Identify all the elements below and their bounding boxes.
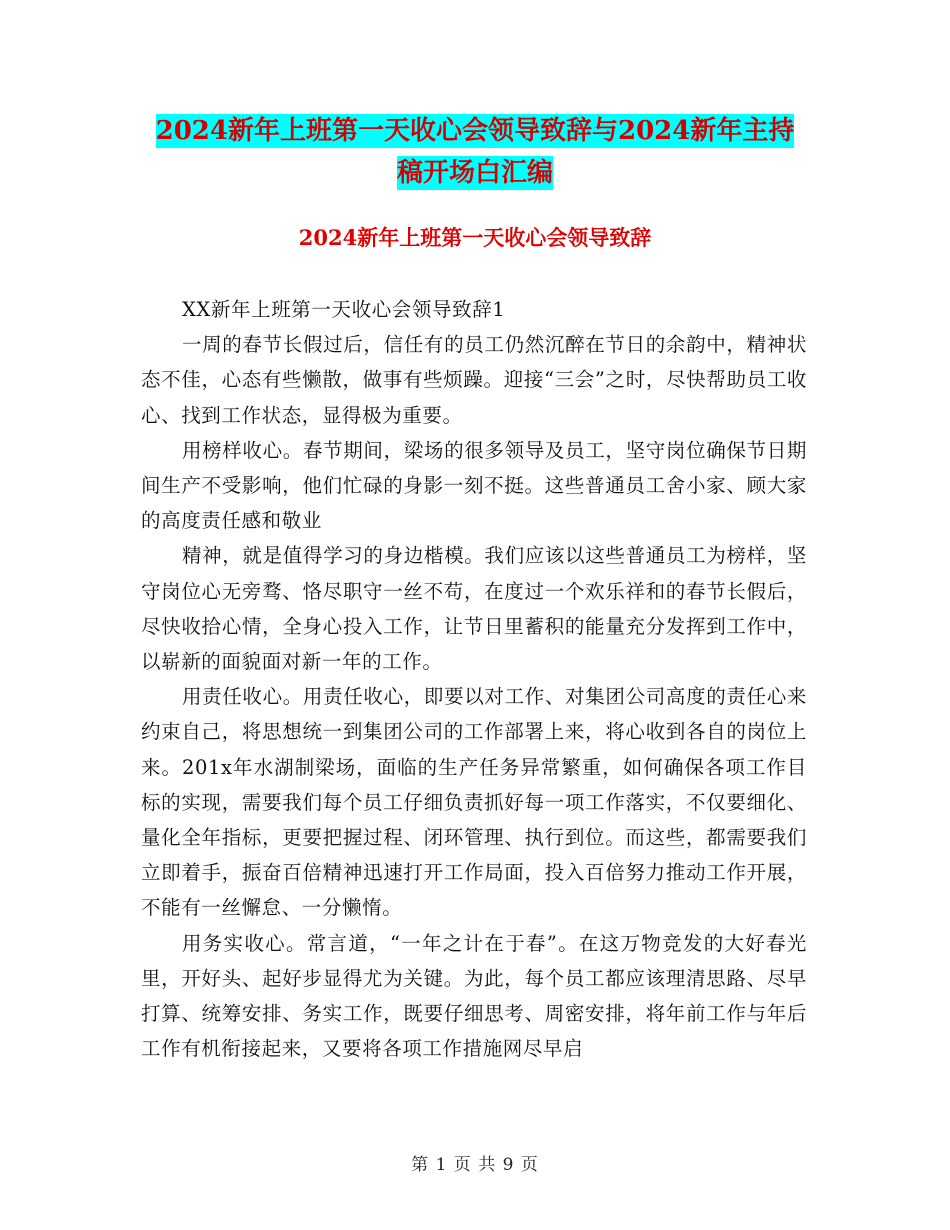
page-footer: 第 1 页 共 9 页 — [411, 1155, 539, 1175]
paragraph: 用榜样收心。春节期间，梁场的很多领导及员工，坚守岗位确保节日期间生产不受影响，他们忙碌的身影一刻不挺。这些普通员工舍小家、顾大家的高度责任感和敬业 — [141, 438, 807, 533]
paragraph: 一周的春节长假过后，信任有的员工仍然沉醉在节日的余韵中，精神状态不佳，心态有些懒散，做事有些烦躁。迎接“三会”之时，尽快帮助员工收心、找到工作状态，显得极为重要。 — [141, 333, 807, 427]
document-main-title — [140, 110, 810, 194]
paragraph: XX新年上班第一天收心会领导致辞1 — [181, 298, 506, 321]
paragraph: 用责任收心。用责任收心，即要以对工作、对集团公司高度的责任心来约束自己，将思想统一到集团公司的工作部署上来，将心收到各自的岗位上来。201x年水湖制梁场，面临的生产任务异常繁重，如何确保各项工作目标的实现，需要我们每个员工仔细负责抓好每一项工作落实，不仅要细化、量化全年指标，更要把握过程、闭环管理、执行到位。而这些，都需要我们立即着手，振奋百倍精神迅速打开工作局面，投入百倍努力推动工作开展，不能有一丝懈怠、一分懒惰。 — [141, 685, 807, 920]
section-title: 2024新年上班第一天收心会领导致辞 — [298, 225, 652, 250]
paragraph: 用务实收心。常言道，“一年之计在于春”。在这万物竞发的大好春光里，开好头、起好步显得尤为关键。为此，每个员工都应该理清思路、尽早打算、统筹安排、务实工作，既要仔细思考、周密安排，将年前工作与年后工作有机衔接起来，又要将各项工作措施网尽早启 — [141, 931, 807, 1061]
main-title-line-2: 稿开场白汇编 — [396, 158, 553, 188]
document-body — [141, 292, 807, 1066]
paragraph: 精神，就是值得学习的身边楷模。我们应该以这些普通员工为榜样，坚守岗位心无旁骛、恪尽职守一丝不苟，在度过一个欢乐祥和的春节长假后，尽快收拾心情，全身心投入工作，让节日里蓄积的能量充分发挥到工作中，以崭新的面貌面对新一年的工作。 — [141, 544, 807, 674]
main-title-line-1: 2024新年上班第一天收心会领导致辞与2024新年主持 — [155, 116, 795, 146]
